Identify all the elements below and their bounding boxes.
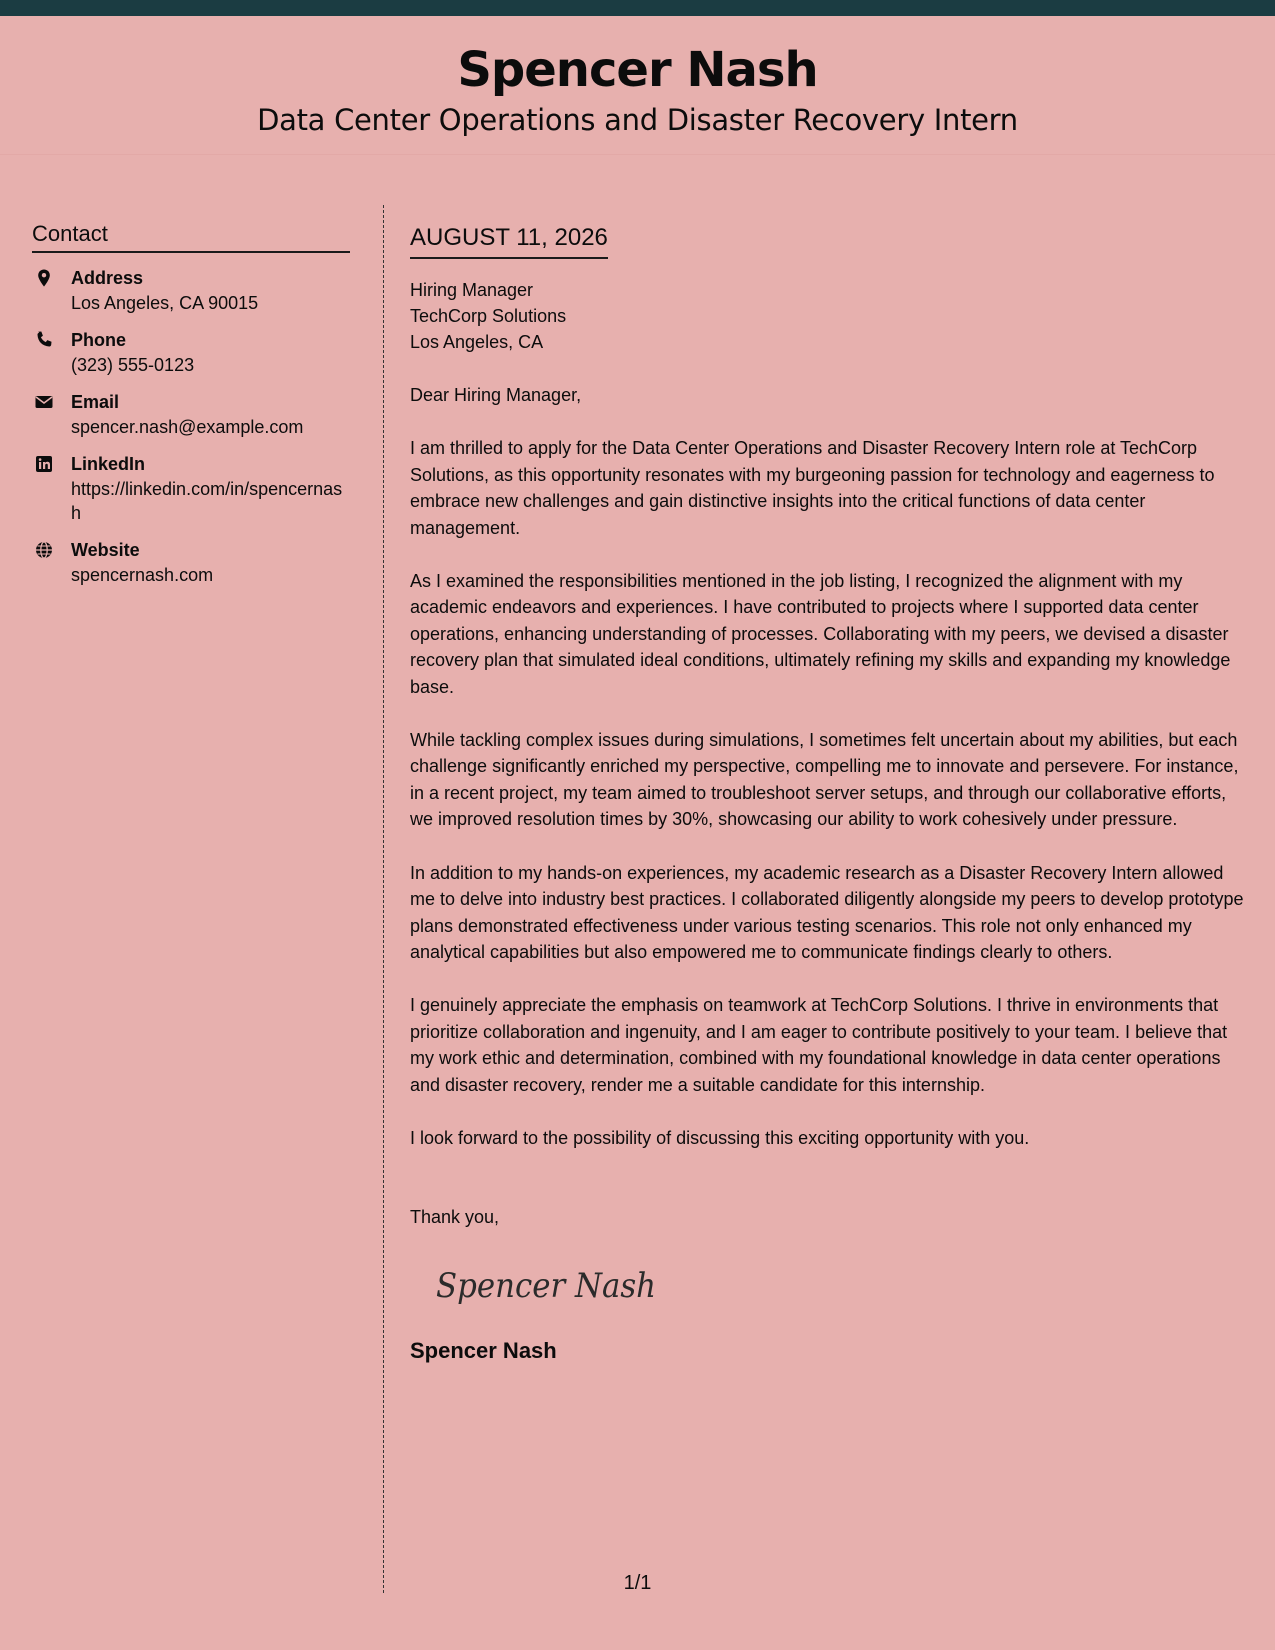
phone-icon (34, 330, 54, 350)
letter-body (410, 220, 1250, 1366)
contact-linkedin (32, 452, 350, 525)
page-number: 1/1 (623, 1572, 652, 1594)
linkedin-link[interactable]: https://linkedin.com/in/spencernash (71, 479, 343, 523)
salutation: Dear Hiring Manager, (410, 385, 582, 405)
contact-phone (32, 328, 350, 377)
letter-date: AUGUST 11, 2026 (410, 220, 608, 259)
contact-label: LinkedIn (71, 454, 146, 474)
letter-paragraph: I am thrilled to apply for the Data Center Operations and Disaster Recovery Intern role at TechCorp Solutions, as this opportunity resonates with my burgeoning passion for technology and eagerness to embrace new challenges and gain distinctive insights into the critical functions of data center management. (410, 438, 1215, 538)
recipient-line: TechCorp Solutions (410, 306, 567, 326)
page-header (0, 16, 1275, 155)
website-link[interactable]: spencernash.com (71, 565, 214, 585)
handwritten-signature (434, 1259, 664, 1309)
contact-label: Phone (71, 330, 127, 350)
contact-email (32, 390, 350, 439)
closing: Thank you, (410, 1207, 500, 1228)
letter-paragraph: I look forward to the possibility of discussing this exciting opportunity with you. (410, 1127, 1030, 1148)
svg-text:Spencer Nash: Spencer Nash (436, 1265, 656, 1306)
email-link[interactable]: spencer.nash@example.com (71, 417, 304, 437)
top-accent-bar (0, 0, 1275, 16)
linkedin-icon (34, 454, 54, 474)
contact-value: Los Angeles, CA 90015 (71, 293, 259, 313)
letter-paragraph: In addition to my hands-on experiences, my academic research as a Disaster Recovery Intern allowed me to delve into industry best practices. I collaborated diligently alongside my peers to develop prototype plans demonstrated effectiveness under various testing scenarios. This role not only enhanced my analytical capabilities but also empowered me to communicate findings clearly to others. (410, 862, 1244, 962)
contact-sidebar (32, 218, 350, 587)
contact-label: Email (71, 392, 120, 412)
letter-paragraph: I genuinely appreciate the emphasis on teamwork at TechCorp Solutions. I thrive in environments that prioritize collaboration and ingenuity, and I am eager to contribute positively to your team. I believe that my work ethic and determination, combined with my foundational knowledge in data center operations and disaster recovery, render me a suitable candidate for this internship. (410, 995, 1228, 1095)
job-title: Data Center Operations and Disaster Recovery Intern (257, 103, 1018, 137)
recipient-line: Hiring Manager (410, 280, 534, 300)
recipient-line: Los Angeles, CA (410, 332, 544, 352)
letter-paragraph: As I examined the responsibilities mentioned in the job listing, I recognized the alignment with my academic endeavors and experiences. I have contributed to projects where I supported data center operations, enhancing understanding of processes. Collaborating with my peers, we devised a disaster recovery plan that simulated ideal conditions, ultimately refining my skills and expanding my knowledge base. (410, 571, 1231, 697)
column-divider (383, 205, 384, 1593)
contact-label: Website (71, 540, 140, 560)
envelope-icon (34, 392, 54, 412)
map-pin-icon (34, 268, 54, 288)
contact-value: (323) 555-0123 (71, 355, 195, 375)
globe-icon (34, 540, 54, 560)
contact-label: Address (71, 268, 144, 288)
contact-address (32, 266, 350, 315)
applicant-name: Spencer Nash (457, 42, 818, 98)
contact-heading: Contact (32, 218, 350, 253)
letter-paragraph: While tackling complex issues during simulations, I sometimes felt uncertain about my abilities, but each challenge significantly enriched my perspective, compelling me to innovate and persevere. For instance, in a recent project, my team aimed to troubleshoot server setups, and through our collaborative efforts, we improved resolution times by 30%, showcasing our ability to work cohesively under pressure. (410, 730, 1239, 830)
signed-name: Spencer Nash (410, 1338, 557, 1364)
recipient-block (410, 277, 1250, 355)
contact-website (32, 538, 350, 587)
